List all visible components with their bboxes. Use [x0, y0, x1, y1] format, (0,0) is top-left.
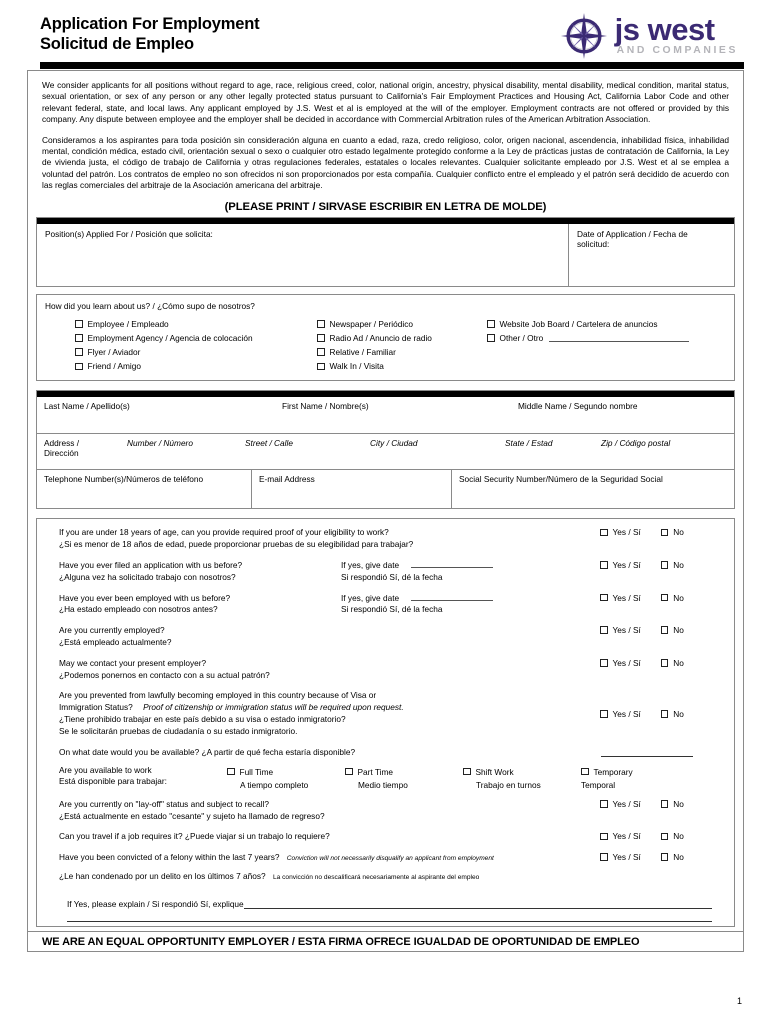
form-body	[27, 70, 744, 952]
address-state-label: State / Estad	[505, 438, 553, 449]
address-number-label: Number / Número	[127, 438, 193, 449]
question-visa-line2-main: Immigration Status?	[59, 702, 133, 713]
no-label-employed-before: No	[673, 592, 684, 603]
question-visa-line2	[59, 702, 600, 714]
question-under-18	[45, 527, 726, 551]
no-label-under-18: No	[673, 527, 684, 538]
question-currently-employed-english: Are you currently employed?	[59, 625, 165, 636]
page-header	[0, 0, 770, 62]
checkbox-no-filed-application[interactable]	[661, 561, 669, 569]
position-applied-field[interactable]	[37, 224, 568, 286]
application-date-label-line1: Date of Application / Fecha de	[577, 228, 688, 239]
question-employed-before-english: Have you ever been employed with us before?	[59, 592, 231, 603]
application-date-label-line2: solicitud:	[577, 238, 610, 249]
learn-about-us-question: How did you learn about us? / ¿Cómo supo de nosotros?	[45, 300, 255, 311]
learn-column-3	[487, 317, 717, 374]
no-label-layoff: No	[673, 798, 684, 809]
question-filed-application-english: Have you ever filed an application with us before?	[59, 560, 243, 570]
availability-date-row	[45, 747, 726, 757]
contact-row	[37, 469, 734, 508]
checkbox-temporary[interactable]	[581, 768, 589, 776]
question-travel	[45, 831, 726, 843]
first-name-label: First Name / Nombre(s)	[282, 401, 369, 412]
yes-option-visa-status[interactable]	[600, 709, 641, 719]
explanation-row	[45, 893, 726, 909]
yes-label-visa-status: Yes / Sí	[612, 708, 641, 719]
applicant-identity-section	[36, 390, 735, 509]
filed-application-date-prompt-spanish: Si respondió Sí, dé la fecha	[341, 571, 443, 582]
label-full-time-spanish: A tiempo completo	[240, 779, 309, 790]
name-row	[37, 397, 734, 433]
employed-before-date-prompt-spanish: Si respondió Sí, dé la fecha	[341, 604, 443, 615]
checkbox-employment-agency[interactable]	[75, 334, 83, 342]
label-shift-work-spanish: Trabajo en turnos	[476, 779, 541, 790]
availability-label-english: Are you available to work	[59, 764, 152, 775]
checkbox-label-relative: Relative / Familiar	[329, 347, 396, 358]
yesno-currently-employed	[600, 625, 726, 635]
yes-option-travel[interactable]	[600, 831, 641, 841]
checkbox-row-walk-in[interactable]	[317, 359, 487, 373]
filed-application-date-input[interactable]	[411, 560, 493, 568]
no-option-felony[interactable]	[661, 852, 684, 862]
question-filed-application-spanish: ¿Alguna vez ha solicitado trabajo con nosotros?	[59, 571, 236, 582]
telephone-field[interactable]	[37, 470, 251, 508]
label-temporary-spanish: Temporal	[581, 779, 616, 790]
application-date-field[interactable]	[568, 224, 734, 286]
checkbox-label-employment-agency: Employment Agency / Agencia de colocación	[87, 332, 253, 343]
yesno-contact-employer	[600, 658, 726, 668]
checkbox-row-employee[interactable]	[75, 317, 317, 331]
checkbox-no-currently-employed[interactable]	[661, 626, 669, 634]
yes-label-felony: Yes / Sí	[612, 852, 641, 863]
no-option-under-18[interactable]	[661, 527, 684, 537]
checkbox-label-website-job-board: Website Job Board / Cartelera de anuncios	[499, 318, 658, 329]
no-label-filed-application: No	[673, 560, 684, 570]
middle-name-field[interactable]	[511, 397, 734, 433]
employed-before-date-prompt	[341, 593, 591, 605]
no-option-travel[interactable]	[661, 831, 684, 841]
checkbox-yes-contact-employer[interactable]	[600, 659, 608, 667]
address-zip-label: Zip / Código postal	[601, 438, 671, 449]
explanation-input-line2[interactable]	[67, 909, 712, 922]
checkbox-row-friend[interactable]	[75, 359, 317, 373]
checkbox-yes-felony[interactable]	[600, 853, 608, 861]
checkbox-no-employed-before[interactable]	[661, 594, 669, 602]
question-felony-english-note: Conviction will not necessarily disqualify an applicant from employment	[286, 855, 494, 863]
yesno-employed-before	[600, 593, 726, 603]
checkbox-yes-currently-employed[interactable]	[600, 626, 608, 634]
checkbox-row-relative[interactable]	[317, 345, 487, 359]
checkbox-no-visa-status[interactable]	[661, 710, 669, 718]
no-label-currently-employed: No	[673, 625, 684, 636]
question-visa-line4: Se le solicitarán pruebas de ciudadanía o su estado inmigratorio.	[59, 725, 298, 736]
checkbox-website-job-board[interactable]	[487, 320, 495, 328]
yesno-layoff	[600, 799, 726, 809]
label-shift-work: Shift Work	[475, 766, 514, 777]
address-city-label: City / Ciudad	[370, 438, 418, 449]
checkbox-label-employee: Employee / Empleado	[87, 318, 169, 329]
label-part-time-spanish: Medio tiempo	[358, 779, 408, 790]
checkbox-yes-employed-before[interactable]	[600, 594, 608, 602]
logo-tagline: AND COMPANIES	[616, 45, 738, 57]
no-option-filed-application[interactable]	[661, 560, 684, 570]
ssn-label: Social Security Number/Número de la Seguridad Social	[459, 474, 663, 485]
no-option-contact-employer[interactable]	[661, 658, 684, 668]
question-layoff	[45, 799, 726, 823]
yes-option-contact-employer[interactable]	[600, 658, 641, 668]
yes-label-contact-employer: Yes / Sí	[612, 657, 641, 668]
no-option-currently-employed[interactable]	[661, 625, 684, 635]
legal-notice	[28, 71, 743, 198]
middle-name-label: Middle Name / Segundo nombre	[518, 401, 638, 412]
legal-paragraph-spanish: Consideramos a los aspirantes para toda posición sin consideración alguna en cuanto a edad, raza, credo religioso, color, origen nacional, ascendencia, inhabilidad física, inhabilidad mental, condición médica, estado civil, orientación sexual o sexo o cualquier otro estado legalmente protegido conforme a la Ley de prácticas justas de contratación de California, la Ley de vivienda justa, el código de trabajo de California y otras regulaciones federales, estatales o locales relevantes. Cualquier solicitante empleado por J.S. West et al se emplea a voluntad del patrón. Los contratos de empleo no son ofrecidos ni son proporcionados por esta compañía. Cualquier conflicto entre el empleado y el patrón será decidido de acuerdo con las reglas comerciales del arbitraje de la Asociación americana del arbitraje.	[42, 134, 729, 191]
question-currently-employed-spanish: ¿Está empleado actualmente?	[59, 636, 172, 647]
checkbox-no-travel[interactable]	[661, 833, 669, 841]
first-name-field[interactable]	[275, 397, 511, 433]
checkbox-part-time[interactable]	[345, 768, 353, 776]
page-number: 1	[736, 996, 742, 1006]
yes-option-currently-employed[interactable]	[600, 625, 641, 635]
no-option-employed-before[interactable]	[661, 593, 684, 603]
question-contact-employer	[45, 658, 726, 682]
telephone-label: Telephone Number(s)/Números de teléfono	[44, 474, 204, 485]
checkbox-label-newspaper: Newspaper / Periódico	[329, 318, 413, 329]
checkbox-row-flyer[interactable]	[75, 345, 317, 359]
checkbox-label-radio-ad: Radio Ad / Anuncio de radio	[329, 332, 432, 343]
question-felony	[45, 852, 726, 884]
page-title-spanish: Solicitud de Empleo	[40, 35, 194, 53]
questions-section	[36, 518, 735, 926]
address-label-line2: Dirección	[44, 448, 79, 459]
email-label: E-mail Address	[259, 474, 315, 485]
address-label-line1: Address /	[44, 438, 80, 449]
checkbox-yes-under-18[interactable]	[600, 529, 608, 537]
address-label	[37, 434, 127, 469]
legal-paragraph-english: We consider applicants for all positions without regard to age, race, religious creed, color, national origin, ancestry, physical disability, mental disability, medical condition, marital status, sexual orientation, or sex of any person or any other legally protected status pursuant to California's Fair Employment Practices and Housing Act, California Labor Code and other relevant federal, state, and local laws. Any applicant employed by J.S. West et al is employed at the will of the employer. Employment contracts are not offered or provided by this company. Any dispute between employee and the employer shall be decided in accordance with Commercial Arbitration rules of the American Arbitration Association.	[42, 80, 729, 125]
checkbox-flyer[interactable]	[75, 348, 83, 356]
checkbox-relative[interactable]	[317, 348, 325, 356]
no-label-visa-status: No	[673, 708, 684, 719]
yes-option-felony[interactable]	[600, 852, 641, 862]
checkbox-radio-ad[interactable]	[317, 334, 325, 342]
yesno-visa-status	[600, 709, 726, 719]
availability-option-shift-work[interactable]	[463, 765, 581, 790]
employed-before-date-input[interactable]	[411, 593, 493, 601]
question-layoff-spanish: ¿Está actualmente en estado "cesante" y sujeto ha llamado de regreso?	[59, 810, 325, 821]
no-option-layoff[interactable]	[661, 799, 684, 809]
checkbox-row-employment-agency[interactable]	[75, 331, 317, 345]
question-employed-before-spanish: ¿Ha estado empleado con nosotros antes?	[59, 604, 218, 615]
header-divider-bar	[40, 62, 744, 69]
yes-option-under-18[interactable]	[600, 527, 641, 537]
address-state-field[interactable]	[505, 434, 601, 469]
logo-company-name: js west	[614, 12, 715, 48]
logo-wordmark	[614, 12, 738, 57]
yesno-under-18	[600, 527, 726, 537]
learn-about-us-section	[36, 294, 735, 382]
no-label-travel: No	[673, 831, 684, 842]
no-label-contact-employer: No	[673, 657, 684, 668]
yes-label-under-18: Yes / Sí	[612, 527, 641, 538]
please-print-banner: (PLEASE PRINT / SIRVASE ESCRIBIR EN LETRA DE MOLDE)	[224, 200, 547, 213]
question-employed-before	[45, 593, 726, 617]
yes-label-layoff: Yes / Sí	[612, 798, 641, 809]
question-travel-english: Can you travel if a job requires it? ¿Puede viajar si un trabajo lo requiere?	[59, 831, 330, 842]
yes-label-filed-application: Yes / Sí	[612, 560, 641, 570]
question-visa-line3: ¿Tiene prohibido trabajar en este país debido a su visa o estado inmigratorio?	[59, 713, 346, 724]
question-contact-employer-spanish: ¿Podemos ponernos en contacto con a su actual patrón?	[59, 669, 270, 680]
position-applied-label: Position(s) Applied For / Posición que solicita:	[45, 228, 213, 239]
checkbox-label-other: Other / Otro	[499, 332, 544, 343]
availability-option-part-time[interactable]	[345, 765, 463, 790]
label-full-time: Full Time	[239, 766, 274, 777]
availability-date-input[interactable]	[601, 748, 693, 757]
checkbox-label-flyer: Flyer / Aviador	[87, 347, 141, 358]
question-visa-line2-note: Proof of citizenship or immigration status will be required upon request.	[143, 702, 404, 713]
checkbox-walk-in[interactable]	[317, 363, 325, 371]
question-visa-status	[45, 690, 726, 737]
address-street-field[interactable]	[245, 434, 370, 469]
checkbox-newspaper[interactable]	[317, 320, 325, 328]
address-city-field[interactable]	[370, 434, 505, 469]
checkbox-shift-work[interactable]	[463, 768, 471, 776]
address-number-field[interactable]	[127, 434, 245, 469]
availability-date-question: On what date would you be available? ¿A partir de qué fecha estaría disponible?	[59, 746, 356, 757]
checkbox-yes-filed-application[interactable]	[600, 561, 608, 569]
checkbox-row-website-job-board[interactable]	[487, 317, 717, 331]
question-felony-spanish-note: La convicción no descalificará necesariamente al aspirante del empleo	[272, 873, 480, 881]
checkbox-employee[interactable]	[75, 320, 83, 328]
question-currently-employed	[45, 625, 726, 649]
address-street-label: Street / Calle	[245, 438, 293, 449]
checkbox-no-contact-employer[interactable]	[661, 659, 669, 667]
yes-label-currently-employed: Yes / Sí	[612, 625, 641, 636]
eeo-statement: WE ARE AN EQUAL OPPORTUNITY EMPLOYER / ESTA FIRMA OFRECE IGUALDAD DE OPORTUNIDAD DE EMPLEO	[28, 931, 743, 951]
email-field[interactable]	[251, 470, 451, 508]
checkbox-label-walk-in: Walk In / Visita	[329, 361, 384, 372]
yes-option-employed-before[interactable]	[600, 593, 641, 603]
checkbox-row-newspaper[interactable]	[317, 317, 487, 331]
filed-application-date-label: If yes, give date	[341, 560, 400, 570]
availability-labels	[59, 765, 227, 790]
question-felony-spanish-main: ¿Le han condenado por un delito en los últimos 7 años?	[59, 870, 266, 881]
question-under-18-spanish: ¿Si es menor de 18 años de edad, puede proporcionar pruebas de su elegibilidad para trabajar?	[59, 539, 414, 550]
explanation-input-line1[interactable]	[244, 899, 712, 909]
last-name-label: Last Name / Apellido(s)	[44, 401, 130, 412]
address-row	[37, 433, 734, 469]
form-titles	[40, 8, 259, 54]
checkbox-no-under-18[interactable]	[661, 529, 669, 537]
yes-option-layoff[interactable]	[600, 799, 641, 809]
filed-application-date-prompt	[341, 560, 591, 572]
checkbox-label-friend: Friend / Amigo	[87, 361, 141, 372]
explanation-row-2	[45, 909, 726, 922]
company-logo	[560, 8, 744, 60]
yes-label-employed-before: Yes / Sí	[612, 592, 641, 603]
checkbox-full-time[interactable]	[227, 768, 235, 776]
position-section	[36, 217, 735, 287]
learn-column-2	[317, 317, 487, 374]
availability-label-spanish: Está disponible para trabajar:	[59, 775, 167, 786]
checkbox-yes-visa-status[interactable]	[600, 710, 608, 718]
checkbox-friend[interactable]	[75, 363, 83, 371]
question-felony-english-main: Have you been convicted of a felony within the last 7 years?	[59, 852, 280, 863]
yes-option-filed-application[interactable]	[600, 560, 641, 570]
compass-rose-icon	[560, 12, 608, 60]
yesno-travel	[600, 831, 726, 841]
employed-before-date-label: If yes, give date	[341, 592, 400, 603]
checkbox-row-other[interactable]	[487, 331, 717, 345]
learn-column-1	[75, 317, 317, 374]
last-name-field[interactable]	[37, 397, 275, 433]
yesno-felony	[600, 852, 726, 862]
checkbox-yes-layoff[interactable]	[600, 800, 608, 808]
question-layoff-english: Are you currently on "lay-off" status and subject to recall?	[59, 798, 270, 809]
availability-option-full-time[interactable]	[227, 765, 345, 790]
question-felony-english	[59, 852, 600, 865]
availability-options-row	[45, 765, 726, 790]
yesno-filed-application	[600, 560, 726, 570]
question-felony-spanish	[59, 871, 600, 884]
yes-label-travel: Yes / Sí	[612, 831, 641, 842]
no-label-felony: No	[673, 852, 684, 863]
ssn-field[interactable]	[451, 470, 734, 508]
question-under-18-english: If you are under 18 years of age, can you provide required proof of your eligibility to work?	[59, 527, 389, 538]
checkbox-no-layoff[interactable]	[661, 800, 669, 808]
page-title: Application For Employment	[40, 15, 260, 33]
checkbox-row-radio-ad[interactable]	[317, 331, 487, 345]
checkbox-no-felony[interactable]	[661, 853, 669, 861]
question-contact-employer-english: May we contact your present employer?	[59, 657, 207, 668]
other-source-input[interactable]	[549, 334, 689, 342]
explanation-label: If Yes, please explain / Si respondió Sí, explique	[67, 898, 244, 909]
label-part-time: Part Time	[357, 766, 394, 777]
availability-option-temporary[interactable]	[581, 765, 699, 790]
question-filed-application	[45, 560, 726, 584]
checkbox-yes-travel[interactable]	[600, 833, 608, 841]
address-zip-field[interactable]	[601, 434, 734, 469]
question-visa-line1: Are you prevented from lawfully becoming employed in this country because of Visa or	[59, 690, 377, 701]
label-temporary: Temporary	[593, 766, 633, 777]
no-option-visa-status[interactable]	[661, 709, 684, 719]
checkbox-other[interactable]	[487, 334, 495, 342]
